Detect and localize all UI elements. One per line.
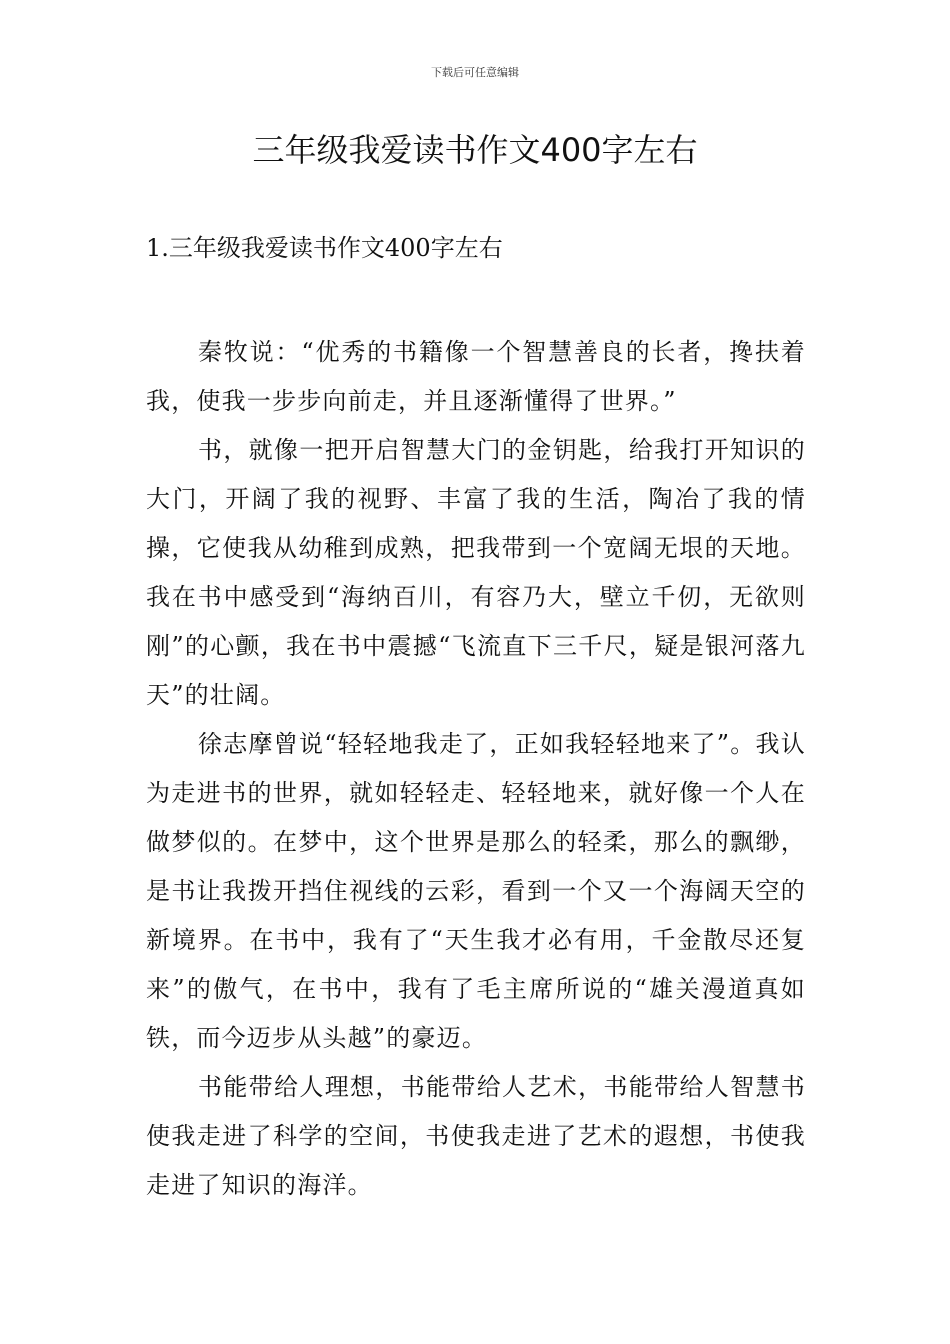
paragraph: 书，就像一把开启智慧大门的金钥匙，给我打开知识的大门，开阔了我的视野、丰富了我的生活，陶冶了我的情操，它使我从幼稚到成熟，把我带到一个宽阔无垠的天地。我在书中感受到“海纳百川，有容乃大，壁立千仞，无欲则刚”的心颤，我在书中震撼“飞流直下三千尺，疑是银河落九天”的壮阔。	[146, 436, 806, 709]
paragraph: 秦牧说：“优秀的书籍像一个智慧善良的长者，搀扶着我，使我一步步向前走，并且逐渐懂得了世界。”	[146, 338, 806, 415]
header-note: 下载后可任意编辑	[431, 66, 519, 79]
document-body	[146, 328, 806, 1210]
paragraph: 书能带给人理想，书能带给人艺术，书能带给人智慧书使我走进了科学的空间，书使我走进了艺术的遐想，书使我走进了知识的海洋。	[146, 1073, 806, 1199]
document-title: 三年级我爱读书作文400字左右	[252, 131, 698, 169]
section-heading: 1.三年级我爱读书作文400字左右	[146, 234, 503, 262]
paragraph: 徐志摩曾说“轻轻地我走了，正如我轻轻地来了”。我认为走进书的世界，就如轻轻走、轻轻地来，就好像一个人在做梦似的。在梦中，这个世界是那么的轻柔，那么的飘缈，是书让我拨开挡住视线的云彩，看到一个又一个海阔天空的新境界。在书中，我有了“天生我才必有用，千金散尽还复来”的傲气，在书中，我有了毛主席所说的“雄关漫道真如铁，而今迈步从头越”的豪迈。	[146, 730, 806, 1052]
